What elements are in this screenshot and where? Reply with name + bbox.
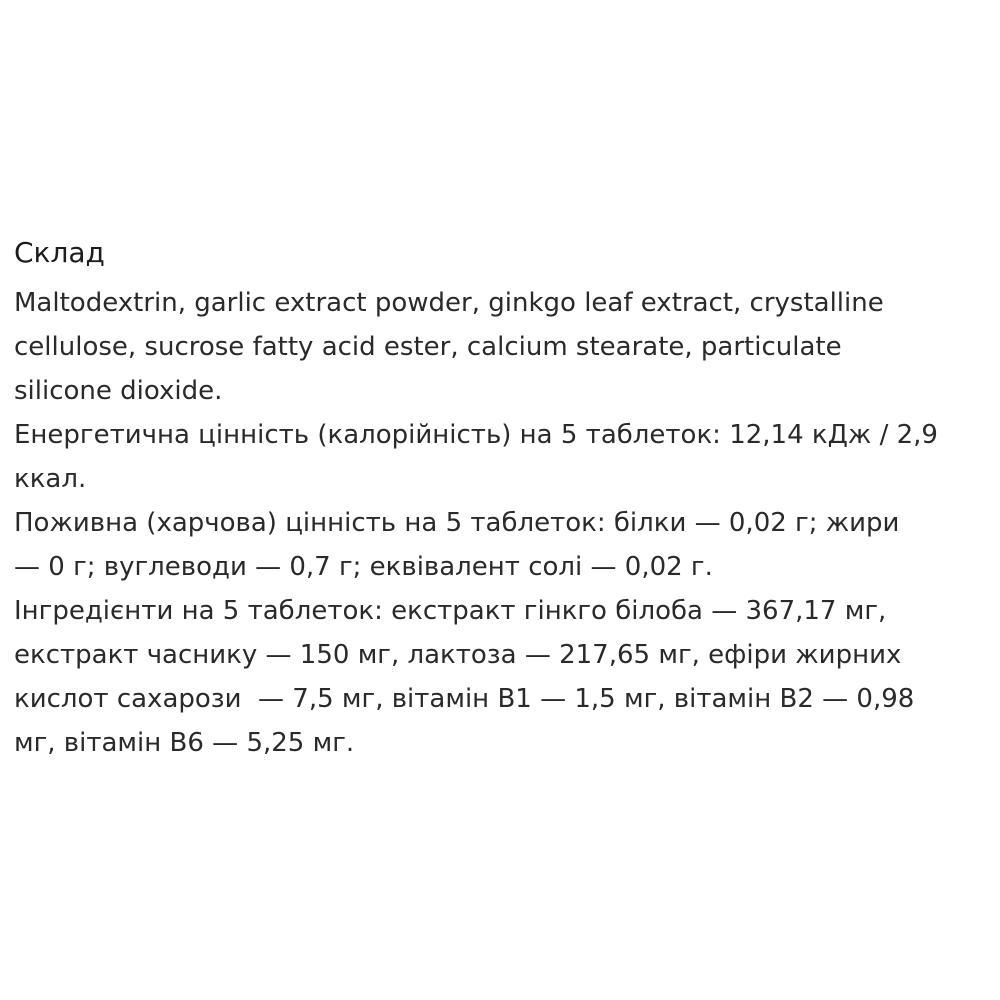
text-line: кислот сахарози — 7,5 мг, вітамін B1 — 1,5 мг, вітамін B2 — 0,98 bbox=[14, 684, 915, 714]
text-line: Поживна (харчова) цінність на 5 таблеток: білки — 0,02 г; жири bbox=[14, 508, 900, 538]
text-line: екстракт часнику — 150 мг, лактоза — 217,65 мг, ефіри жирних bbox=[14, 640, 902, 670]
text-line: Енергетична цінність (калорійність) на 5 таблеток: 12,14 кДж / 2,9 bbox=[14, 420, 938, 450]
text-line: cellulose, sucrose fatty acid ester, calcium stearate, particulate bbox=[14, 332, 842, 362]
text-line: мг, вітамін B6 — 5,25 мг. bbox=[14, 728, 355, 758]
text-line: — 0 г; вуглеводи — 0,7 г; еквівалент солі — 0,02 г. bbox=[14, 552, 713, 582]
ingredients-per-dose-paragraph bbox=[14, 589, 974, 765]
energy-value-paragraph bbox=[14, 413, 974, 501]
ingredients-english-paragraph bbox=[14, 281, 974, 413]
text-line: silicone dioxide. bbox=[14, 376, 223, 406]
text-line: Maltodextrin, garlic extract powder, ginkgo leaf extract, crystalline bbox=[14, 288, 884, 318]
composition-section bbox=[14, 233, 974, 765]
text-line: ккал. bbox=[14, 464, 87, 494]
nutrition-value-paragraph bbox=[14, 501, 974, 589]
section-title: Склад bbox=[14, 236, 105, 269]
text-line: Інгредієнти на 5 таблеток: екстракт гінкго білоба — 367,17 мг, bbox=[14, 596, 887, 626]
